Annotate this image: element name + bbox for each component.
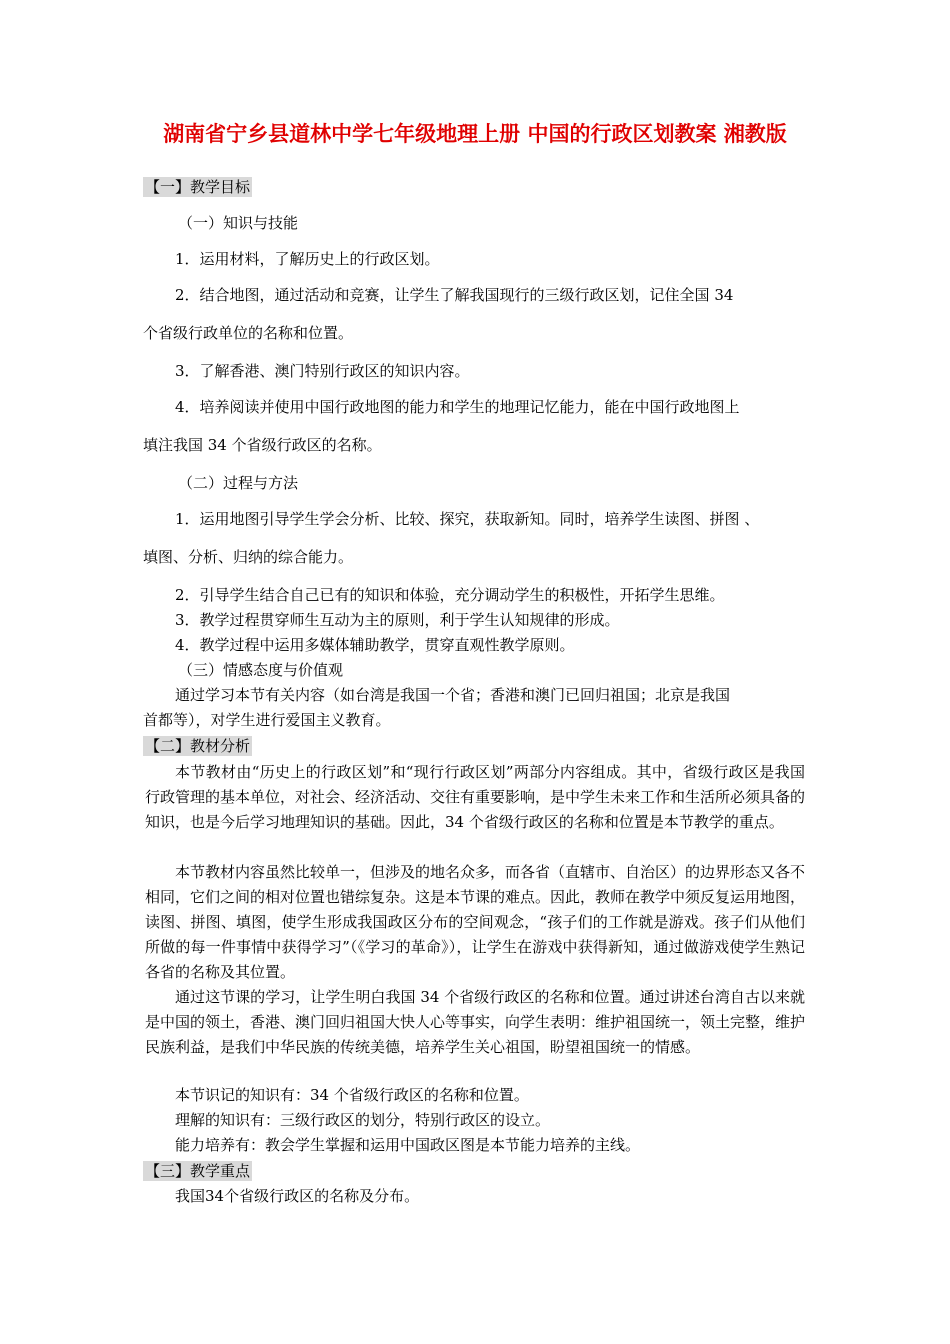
subheading-process-methods: （二）过程与方法 xyxy=(178,474,299,492)
objective-item: 2．引导学生结合自己已有的知识和体验，充分调动学生的积极性，开拓学生思维。 xyxy=(175,586,725,604)
values-text-continued: 首都等），对学生进行爱国主义教育。 xyxy=(143,711,391,729)
values-text: 通过学习本节有关内容（如台湾是我国一个省；香港和澳门已回归祖国；北京是我国 xyxy=(175,686,731,704)
section-heading-key-points: 【三】教学重点 xyxy=(145,1162,251,1180)
analysis-paragraph: 本节教材内容虽然比较单一，但涉及的地名众多，而各省（直辖市、自治区）的边界形态又各不相同，它们之间的相对位置也错综复杂。这是本节课的难点。因此，教师在教学中须反复运用地图，读图、拼图、填图，使学生形成我国政区分布的空间观念，“孩子们的工作就是游戏。孩子们从他们所做的每一件事情中获得学习”（《学习的革命》），让学生在游戏中获得新知，通过做游戏使学生熟记各省的名称及其位置。 xyxy=(145,863,806,981)
objective-item: 3．教学过程贯穿师生互动为主的原则，利于学生认知规律的形成。 xyxy=(175,611,620,629)
analysis-paragraph: 本节教材由“历史上的行政区划”和“现行行政区划”两部分内容组成。其中，省级行政区是我国行政管理的基本单位，对社会、经济活动、交往有重要影响，是中学生未来工作和生活所必须具备的知识，也是今后学习地理知识的基础。因此，34 个省级行政区的名称和位置是本节教学的重点。 xyxy=(145,763,806,831)
objective-item: 1．运用地图引导学生学会分析、比较、探究，获取新知。同时，培养学生读图、拼图 、 xyxy=(175,510,760,528)
objective-item-continued: 填注我国 34 个省级行政区的名称。 xyxy=(143,436,382,454)
knowledge-line: 理解的知识有：三级行政区的划分，特别行政区的设立。 xyxy=(175,1111,551,1129)
knowledge-line: 本节识记的知识有：34 个省级行政区的名称和位置。 xyxy=(175,1086,529,1104)
objective-item: 4．培养阅读并使用中国行政地图的能力和学生的地理记忆能力，能在中国行政地图上 xyxy=(175,398,740,416)
key-points-text: 我国34个省级行政区的名称及分布。 xyxy=(175,1187,420,1205)
subheading-attitudes-values: （三）情感态度与价值观 xyxy=(178,661,344,679)
objective-item-continued: 填图、分析、归纳的综合能力。 xyxy=(143,548,354,566)
objective-item: 4．教学过程中运用多媒体辅助教学，贯穿直观性教学原则。 xyxy=(175,636,575,654)
knowledge-line: 能力培养有：教会学生掌握和运用中国政区图是本节能力培养的主线。 xyxy=(175,1136,641,1154)
objective-item: 3．了解香港、澳门特别行政区的知识内容。 xyxy=(175,362,470,380)
objective-item-continued: 个省级行政单位的名称和位置。 xyxy=(143,324,354,342)
subheading-knowledge-skills: （一）知识与技能 xyxy=(178,214,299,232)
objective-item: 1．运用材料，了解历史上的行政区划。 xyxy=(175,250,440,268)
analysis-paragraph: 通过这节课的学习，让学生明白我国 34 个省级行政区的名称和位置。通过讲述台湾自古以来就是中国的领土，香港、澳门回归祖国大快人心等事实，向学生表明：维护祖国统一，领土完整，维护民族利益，是我们中华民族的传统美德，培养学生关心祖国，盼望祖国统一的情感。 xyxy=(145,988,806,1056)
section-heading-objectives: 【一】教学目标 xyxy=(145,178,251,196)
section-heading-analysis: 【二】教材分析 xyxy=(145,737,251,755)
objective-item: 2．结合地图，通过活动和竞赛，让学生了解我国现行的三级行政区划，记住全国 34 xyxy=(175,286,734,304)
document-title: 湖南省宁乡县道林中学七年级地理上册 中国的行政区划教案 湘教版 xyxy=(163,122,787,146)
